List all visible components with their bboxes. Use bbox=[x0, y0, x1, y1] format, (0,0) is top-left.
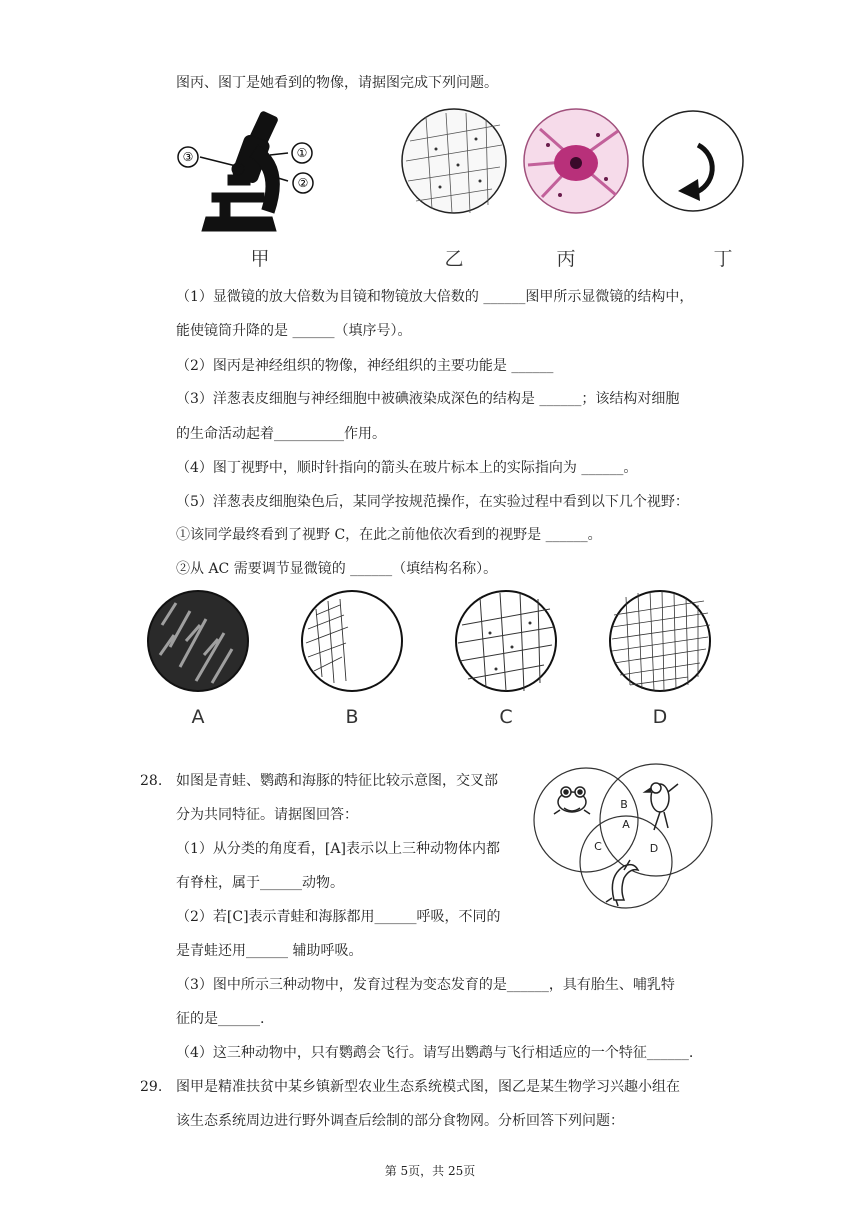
view-c bbox=[456, 591, 556, 691]
q28-line7: （3）图中所示三种动物中，发育过程为变态发育的是______，具有胎生、哺乳特 bbox=[176, 977, 675, 993]
frog-icon bbox=[554, 787, 590, 814]
q28-line4: 有脊柱，属于______动物。 bbox=[176, 875, 344, 891]
q28-line3: （1）从分类的角度看，[A]表示以上三种动物体内都 bbox=[176, 841, 500, 857]
q28-line5: （2）若[C]表示青蛙和海豚都用______呼吸，不同的 bbox=[176, 909, 501, 925]
q27-part3a: （3）洋葱表皮细胞与神经细胞中被碘液染成深色的结构是 ______；该结构对细胞 bbox=[176, 391, 680, 407]
q27-part1b: 能使镜筒升降的是 ______（填序号）。 bbox=[176, 323, 412, 339]
q28-line6: 是青蛙还用______ 辅助呼吸。 bbox=[176, 943, 363, 959]
venn-label-b: B bbox=[620, 798, 628, 811]
q27-part3b: 的生命活动起着__________作用。 bbox=[176, 426, 386, 442]
q28-line2: 分为共同特征。请据图回答： bbox=[176, 807, 358, 823]
callout-3: ③ bbox=[182, 150, 194, 164]
figure-microscope-views bbox=[170, 105, 760, 270]
nerve-cell-view bbox=[524, 109, 628, 213]
q28-number: 28. bbox=[140, 773, 163, 789]
figure-fields-of-view bbox=[140, 585, 730, 735]
callout-2: ② bbox=[297, 176, 309, 190]
label-d: D bbox=[652, 706, 668, 728]
q29-line2: 该生态系统周边进行野外调查后绘制的部分食物网。分析回答下列问题： bbox=[176, 1113, 624, 1129]
q27-part2: （2）图丙是神经组织的物像，神经组织的主要功能是 ______ bbox=[176, 358, 554, 374]
label-b: B bbox=[345, 706, 359, 728]
callout-1: ① bbox=[296, 146, 308, 160]
onion-cell-view bbox=[402, 109, 506, 213]
view-a bbox=[148, 591, 248, 691]
label-c: C bbox=[499, 706, 513, 728]
parrot-circle bbox=[600, 764, 712, 876]
venn-label-d: D bbox=[649, 842, 659, 855]
q29-line1: 图甲是精准扶贫中某乡镇新型农业生态系统模式图，图乙是某生物学习兴趣小组在 bbox=[176, 1079, 680, 1095]
q27-part1a: （1）显微镜的放大倍数为目镜和物镜放大倍数的 ______图甲所示显微镜的结构中， bbox=[176, 289, 694, 305]
q28-line8: 征的是______. bbox=[176, 1011, 265, 1027]
arrow-view bbox=[643, 111, 743, 211]
q27-part4: （4）图丁视野中，顺时针指向的箭头在玻片标本上的实际指向为 ______。 bbox=[176, 460, 638, 476]
venn-label-a: A bbox=[622, 818, 630, 831]
intro-text: 图丙、图丁是她看到的物像，请据图完成下列问题。 bbox=[176, 75, 498, 91]
label-a: A bbox=[191, 706, 205, 728]
q29-number: 29. bbox=[140, 1079, 163, 1095]
q28-line9: （4）这三种动物中，只有鹦鹉会飞行。请写出鹦鹉与飞行相适应的一个特征______. bbox=[176, 1045, 694, 1061]
venn-label-c: C bbox=[594, 840, 602, 853]
label-bing: 丙 bbox=[556, 248, 576, 270]
dolphin-icon bbox=[606, 860, 638, 906]
view-d bbox=[610, 591, 710, 691]
q28-line1: 如图是青蛙、鹦鹉和海豚的特征比较示意图，交叉部 bbox=[176, 773, 498, 789]
q27-part5: （5）洋葱表皮细胞染色后，某同学按规范操作，在实验过程中看到以下几个视野： bbox=[176, 494, 689, 510]
label-jia: 甲 bbox=[250, 248, 270, 270]
page-footer: 第 5页，共 25页 bbox=[384, 1164, 476, 1178]
label-ding: 丁 bbox=[713, 248, 733, 270]
microscope-diagram bbox=[200, 111, 288, 231]
venn-diagram bbox=[528, 762, 718, 912]
label-yi: 乙 bbox=[444, 248, 464, 270]
q27-part5b: ②从 AC 需要调节显微镜的 ______（填结构名称）。 bbox=[176, 561, 498, 577]
view-b bbox=[302, 591, 402, 691]
q27-part5a: ①该同学最终看到了视野 C，在此之前他依次看到的视野是 ______。 bbox=[176, 527, 602, 543]
